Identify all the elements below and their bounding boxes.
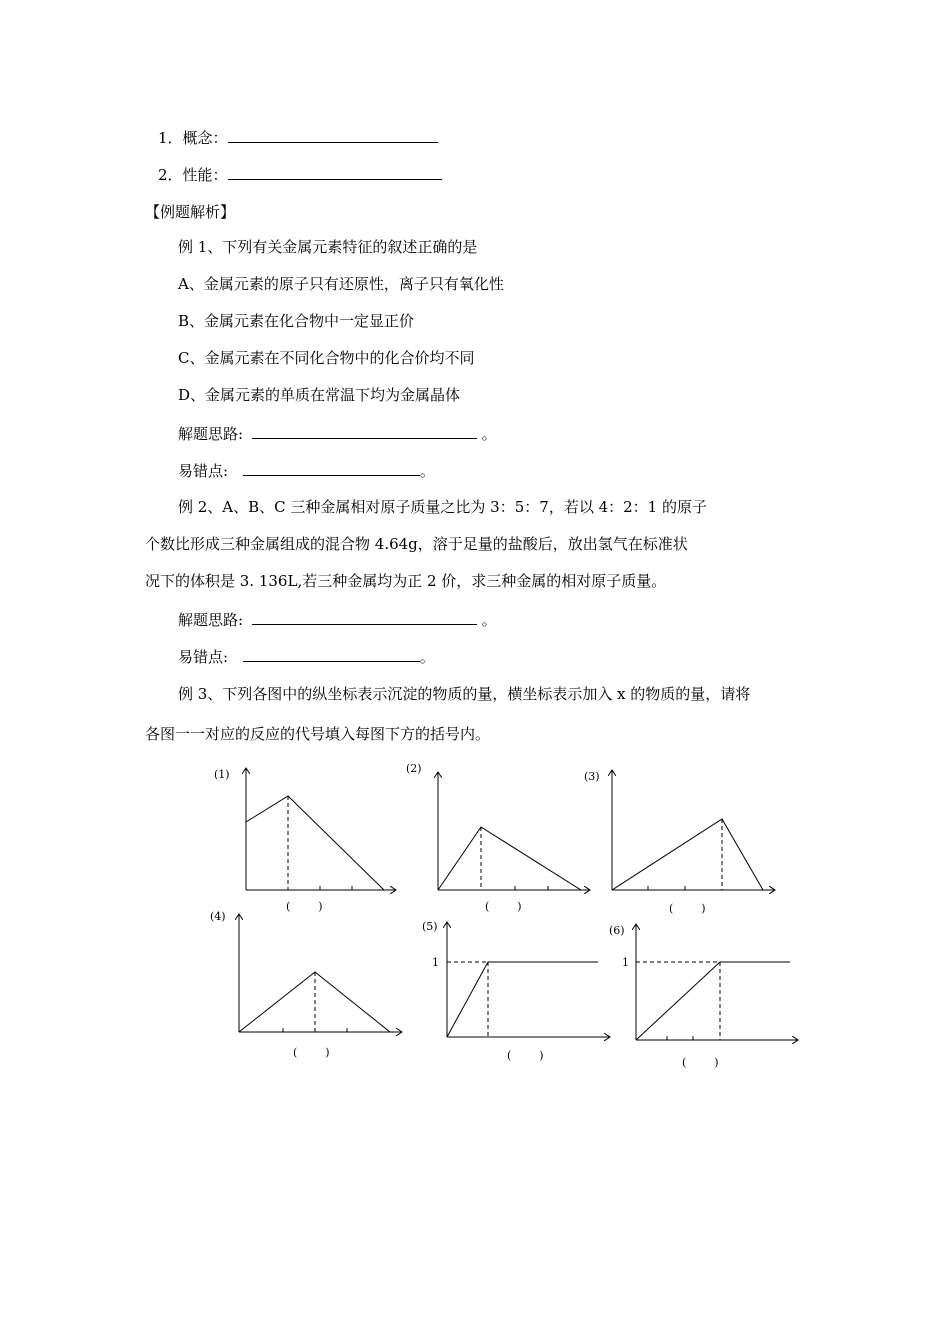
- graph-4-label: (4): [210, 910, 226, 923]
- graph-6-label: (6): [609, 924, 625, 937]
- graph-5-curve: [447, 962, 598, 1037]
- graph-5-answer[interactable]: ( ): [507, 1049, 544, 1062]
- graph-2-label: (2): [406, 762, 422, 775]
- ex1-option-b: B、金属元素在化合物中一定显正价: [178, 312, 415, 330]
- ex1-approach-label: 解题思路:: [178, 425, 244, 443]
- section-heading: 【例题解析】: [145, 203, 236, 221]
- ex1-option-c: C、金属元素在不同化合物中的化合价均不同: [178, 349, 475, 367]
- graph-1-label: (1): [214, 768, 230, 781]
- graph-6: [609, 924, 798, 1069]
- graph-2-answer[interactable]: ( ): [485, 900, 522, 913]
- ex1-option-a: A、金属元素的原子只有还原性，离子只有氧化性: [178, 275, 504, 293]
- ex2-approach-period: 。: [481, 611, 497, 629]
- graph-4-answer[interactable]: ( ): [293, 1046, 330, 1059]
- ex2-line-1: 例 2、A、B、C 三种金属相对原子质量之比为 3：5：7，若以 4：2：1 的原子: [178, 498, 707, 516]
- ex3-line-1: 例 3、下列各图中的纵坐标表示沉淀的物质的量，横坐标表示加入 x 的物质的量，请将: [178, 685, 751, 703]
- graph-1-curve: [246, 796, 384, 890]
- ex1-pitfall-period: 。: [419, 462, 435, 480]
- ex1-option-d: D、金属元素的单质在常温下均为金属晶体: [178, 386, 461, 404]
- graph-3-curve: [612, 819, 763, 890]
- graph-2: [406, 762, 590, 913]
- graph-3: [584, 770, 775, 915]
- graph-3-label: (3): [584, 770, 600, 783]
- graph-6-answer[interactable]: ( ): [682, 1056, 719, 1069]
- graph-5-label: (5): [422, 920, 438, 933]
- ex2-line-2: 个数比形成三种金属组成的混合物 4.64g，溶于足量的盐酸后，放出氢气在标准状: [145, 535, 688, 553]
- graph-5: [422, 920, 610, 1062]
- ex3-line-2: 各图一一对应的反应的代号填入每图下方的括号内。: [145, 725, 491, 743]
- ex2-approach-label: 解题思路:: [178, 611, 244, 629]
- graph-2-curve: [438, 827, 581, 890]
- graph-5-y-tick-label: 1: [432, 956, 439, 969]
- graph-6-curve: [636, 962, 790, 1040]
- graph-1-answer[interactable]: ( ): [286, 900, 323, 913]
- ex1-pitfall-label: 易错点:: [178, 462, 229, 480]
- graph-1: [214, 768, 396, 913]
- concept-label: 1．概念：: [158, 129, 228, 147]
- ex2-pitfall-label: 易错点:: [178, 648, 229, 666]
- graph-6-y-tick-label: 1: [622, 956, 629, 969]
- property-label: 2．性能：: [158, 166, 228, 184]
- ex1-approach-period: 。: [481, 425, 497, 443]
- graph-4: [210, 910, 402, 1059]
- ex2-line-3: 况下的体积是 3. 136L,若三种金属均为正 2 价，求三种金属的相对原子质量。: [145, 572, 667, 590]
- ex2-pitfall-period: 。: [419, 648, 435, 666]
- graph-3-answer[interactable]: ( ): [669, 902, 706, 915]
- ex1-question: 例 1、下列有关金属元素特征的叙述正确的是: [178, 238, 478, 256]
